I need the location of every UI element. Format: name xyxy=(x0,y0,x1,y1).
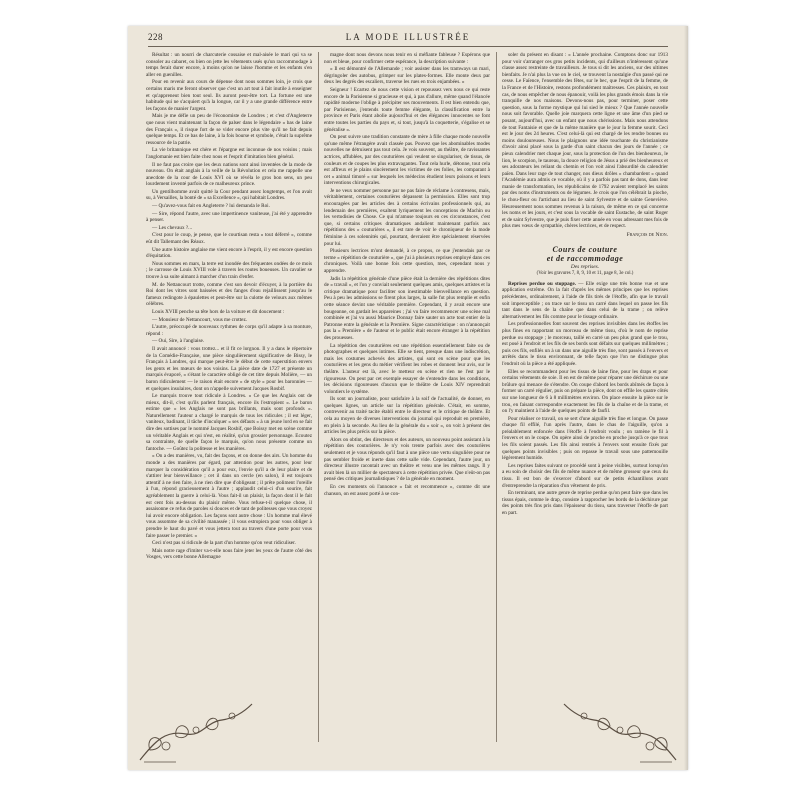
paragraph: Mais notre rage d'imiter va-t-elle nous faire jeter les yeux de l'autre côté des Vosges, vers cette bonne Allemagne xyxy=(146,547,312,561)
magazine-page xyxy=(128,26,688,770)
author-signature: François de Nion. xyxy=(626,232,668,239)
paragraph: Un gentilhomme avait quitté la Cour pendant assez longtemps, et l'on avait su, à Versailles, la bonté de « sa Excellence », qui habitait Londres. xyxy=(146,188,312,202)
paragraph: Pour en revenir aux cours de dépense dont nous sommes loin, je crois que certains maris me feront observer que c'est un art tout à fait inutile à enseigner et qu'appreneut bien tout seul. Ils auront peut-être tort. La fortune est une habitude qui ne s'acquiert qu'à la longue, car il y a une grande différence entre les façons de manier l'argent. xyxy=(146,79,312,112)
section-note: (Voir les gravures 7, 8, 9, 10 et 11, page 8, 3e col.) xyxy=(536,271,634,277)
header-rule xyxy=(148,46,668,47)
page-edge-shadow xyxy=(684,26,688,770)
paragraph: — Sire, répond l'autre, avec une impertinence vaniteuse, j'ai été y apprendre à penser. xyxy=(146,210,312,224)
page-header xyxy=(148,32,668,46)
paragraph: En ces moments où l'annonce « fait et recommence », comme dit une chanson, on est assez porté à se con- xyxy=(324,484,490,497)
section-first-paragraph xyxy=(502,281,668,321)
paragraph: Résultat : un nourri de charcuterie cossaise et mal-aisée le mari qui va se consoler au cabaret, ou bien on jette les vêtements usés qu'un raccommodage à temps ferait durer encore, à moins qu'on ne laisse l'homme et les enfants s'en aller en guenilles. xyxy=(146,52,312,78)
paragraph: — Les chevaux ?... xyxy=(152,224,193,231)
paragraph: Elles se recommandent pour les tissus de laine fine, pour les draps et pour certains vêtements de soie. Il en est de même pour réparer une déchirure ou une brûlure qui menace de s'étendre. On coupe d'abord les bords abîmés de façon à former un carré régulier, puis on prépare la pièce, dont on effile les quatre côtés sur une longueur de 6 à 8 millimètres environ. On place ensuite la pièce sur le trou, en faisant correspondre exactement les fils de la chaîne et de la trame, et on l'y maintient à l'aide de quelques points de faufil. xyxy=(502,368,668,415)
paragraph: Alors on obtint, des directeurs et des auteurs, un nouveau point assistant à la répétition des couturières. Je n'y vois trente parfois avec des couturières seulement et je vous réponds qu'il faut à une pièce une vertu singulière pour ne pas sembler froide et inerte dans cette salle vide. Cependant, l'autre jour, un directeur illustre racontait avec un théâtre et venu une les mêmes rangs. Il y avait bien là un millier de spectateurs à cette répétition privée. Que n'eût-on pas pensé des critiques journalistiques ? de la générale en moment. xyxy=(324,436,490,483)
paragraph: L'autre, préoccupé de nouveaux rythmes de corps qu'il adapte à sa monture, répond : xyxy=(146,324,312,337)
paragraph: Il avait annoncé : vous trottez... et il fit ce lorgnon. Il y a dans le répertoire de la Comédie-Française, une pièce singulièrement significative de Bissy, le Français à Londres, qui marque peut-être le début de cette superstition envers les gents et les mœurs de nos voisins. La pièce date de 1727 et présente un marquis évaporé, « s'étant le caractère obligé de cet titre depuis Molière, — un baron ridiculement — le raison était encore « de style » pour les baronnies — et quelques insulaires, dont on n'appelle suivement Jacques Rosbif. xyxy=(146,345,312,392)
paragraph: Nous sommes en mars, la terre est inondée des fréquentes ondées de ce mois ; le carrosse de Louis XVIII vole à travers les routes boueuses. Un cavalier se trouve à sa suite aimant à marcher d'un train d'enfer. xyxy=(146,260,312,280)
paragraph: Les reprises faites suivant ce procédé sont à peine visibles, surtout lorsqu'on a eu soin de choisir des fils de même nuance et de même grosseur que ceux du tissu. Il est bon de s'exercer d'abord sur de petits échantillons avant d'entreprendre la réparation d'un vêtement de prix. xyxy=(502,462,668,489)
section-title xyxy=(502,245,668,263)
paragraph: « On a des manières, vu, fait des façons, et on donne des airs. Un homme du monde a des manières par égard, par attention pour les autres, pour leur marquer la considération qu'il a pour eux, l'envie qu'il a de leur plaire et de s'attirer leur bienveillance ; cet il dans un cercle (en salon), il est toujours attentif à ne rien faire, à ne rien dire que d'obligeant ; il prête poliment l'oreille à l'un, répond gracieusement à l'autre ; applaudit celui-ci d'un sourire, fait agréablement la guerre à celui-là. Vous fait-il un plaisir, la façon dont il le fait est cent fois au-dessus du plaisir même. Vous refuse-t-il quelque chose, il assaisonne ce refus de paroles si douces et de tant de politesses que vous croyez lui avoir encore obligation. Les façons sont autre chose : Un homme mal élevé vous assomme de sa civilité manassée ; il vous estropiera pour vous obliger à prendre le haut du pavé et vous jettera tout au travers d'une porte pour vous faire passer le premier. » xyxy=(146,453,312,539)
paragraph: Les professionnelles font souvent des reprises invisibles dans les étoffes les plus fines en rapportant un morceau de même tissu, d'où le nom de reprise perdue ou stoppage ; le morceau, taillé en carré un peu plus grand que le trou, est posé à l'endroit et les fils de ses bords sont défaits sur quelques millimètres ; puis ces fils, enfilés un à un dans une aiguille très fine, sont passés à l'envers et arrêtés dans le tissu environnant, de telle façon que l'on ne distingue plus l'endroit où la pièce a été appliquée. xyxy=(502,321,668,367)
paragraph: magne dont nous devons nous tenir en si méfiante fableuse ? Espérons que non et bleue, pour confirmer cette espérance, la description suivante : xyxy=(324,52,490,65)
paragraph: En terminant, une autre genre de reprise perdue qu'on peut faire que dans les tissus épais, comme le drap, consiste à rapprocher les bords de la déchirure par des points très fins pris dans l'épaisseur du tissu, sans traverser l'étoffe de part en part. xyxy=(502,490,668,516)
publication-title: LA MODE ILLUSTRÉE xyxy=(345,32,471,42)
paragraph: Jadis la répétition générale d'une pièce était la dernière des répétitions dites de « travail », et l'on y conviait seulement quelques amis, quelques artistes et la critique dramatique pour faciliter son inestimable bienveillance en question. Peu à peu les admissions se firent plus larges, la salle fut plus remplie et enfin cette séance devint une véritable première. Cependant, il y avait encore une bougeanne, on gardait les appareines ; j'ai vu faire recommencer une scène mal combinée et j'ai vu aussi Maurice Donnay faire sauter un acte tout entier de la Patronne entre la générale et la Première. Signe caractéristique : on n'annonçait pas la « Première » de l'auteur et le public était encore étranger à la répétition des prouesses. xyxy=(324,275,490,341)
paragraph-text: — Elle exige une très bonne vue et une application extrême. On la fait d'après les mêmes principes que les reprises précédentes, ordinairement, à l'aide de fils tirés de l'étoffe, afin que le travail soit imperceptible ; on trace sur le tissu un carré dans lequel on passe les fils tant dans le sens de la chaîne que dans celui de la trame ; on relève alternativement les fils comme pour le tissage ordinaire. xyxy=(502,280,668,320)
paragraph: Ceci n'est pas si ridicule de la part d'un homme qu'on veut ridiculiser. xyxy=(152,540,296,547)
paragraph: La répétition des couturières est une répétition essentiellement faite ou de photographes et quelques intimes. Elle se tient, presque dans une indiscrétion, mais les costumes achevés des artistes, qui sont en scène pour que les couturières et les gens du métier vérifient les robes et donnent leur avis, sur le théâtre. L'auteur est là, avec le metteur en scène et rien ne l'est par le rigoureuse. On peut par cet exemple essayer de s'entendre dans les conditions, les décisions rigoureuses d'aucun que le théâtre de Louis XIV reprendrait volontiers le système. xyxy=(324,342,490,395)
paragraph: Seigneur ! Ecartez de nous cette vision et repoussez vers nous ce qui reste encore de la Parisienne si gracieuse et qui, à pas d'allure, même quand l'élancée rapidité moderne l'oblige à précipiter ses mouvements. Il est bien entendu que, par Parisienne, j'entends toute femme élégante, la classification entre la province et Paris étant abolie aujourd'hui et des élégances innocentes se font entre toutes les parties du pays et, si tout, jusqu'à la coquetterie, s'égalise et se généralise ». xyxy=(324,86,490,133)
paragraph: Je ne veux nommer personne par ne pas faire de réclame à contresens, mais, véritablement, certaines couturières dépassent la permission. Elles sont trop encouragées par les articles des à certains écrivains professionnels qui, au lendemain des premières, exaltent lyriquement les conceptions de Machin ou les vertodisies de Chose. Ce qui m'amuse toujours en ces circonstances, c'est que, si certains critiques dramatiques andalient maintenant parfois aux répétitions des « couturières », il est rare de voir le chroniqueur de la mode féminine à ces solennités qui, pourtant, devraient être spécialement réservées pour lui. xyxy=(324,187,490,247)
floral-ornament-icon xyxy=(136,700,256,764)
paragraph: « Il est démontré de l'Allemande ; voir assister dans les tramways un mari, dégringoler des autobus, grimper sur les plates-formes. Elle monte deux par deux les degrés des escaliers, traverse les rues en trois enjambées. » xyxy=(324,66,490,86)
paragraph: M. de Nettancourt trotte, comme c'est son devoir d'écuyer, à la portière du Roi dont les vitres sont baissées et des fanges d'eau rejaillissent jusqu'au le fameux redingote à épaulettes et peut-être sur la culotte de velours aux mêmes célèbres. xyxy=(146,281,312,308)
paragraph: Il ne faut pas croire que les deux nations sont ainsi inventées de la mode de nouveau. On était anglais à la veille de la Révolution et cela me rappelle une anecdote de la cour de Louis XVI où se révéla le gros bon sens, un peu lourdement inventé parfois de ce malheureux prince. xyxy=(146,161,312,188)
paragraph: C'est pour le coup, je pense, que le courtisan resta « tout déferré », comme eût dit Tallemant des Réaux. xyxy=(146,232,312,246)
floral-ornament-icon xyxy=(560,700,680,764)
paragraph: Ils sont un journaliste, pour satisfaire à la soif de l'actualité, de donner, en quelques lignes, un article sur la répétition générale. C'était, en somme, contrevenir au traité tacite établi entre le directeur et le critique de théâtre. Et cela au moyen de diverses interventions du journal qui reproduit en première, en plein à la seconde. Au lieu de la générale du « soir », on voit à présent des articles les plus précis sur la pièce. xyxy=(324,396,490,436)
section-body xyxy=(502,281,668,517)
paragraph: — Oui, Sire, à l'anglaise. xyxy=(152,338,205,345)
paragraph: soler du présent en disant : « L'année prochaine. Comptons donc sur 1913 pour voir s'arranger ces gros petits incidents, qui d'ailleurs n'intéressent qu'une classe assez restreinte de travailleurs. Je tous si dit les anciens, sur des ultimes bienfaits. Je n'ai plus la vue on le ciel, se trouvent la nostalgie d'un passé qui ne cesse. Le Faïence, l'ensemble des fêtes, sur le bec, que l'esprit de la femme, de la France et de l'Histoire, restons profondément maîtresses. Ces plaisirs, en tout cas, de nous empêcher de nous épanouir, voilà les plus grands émois dans la vie tranquille de nos maisons. Devons-nous pas, pour terminer, poser cette question, sous la forme mystique qui lui sied le mieux ? Que l'année nouvelle nous soit favorable. Quelle joie marquera cette ligne et une âme d'un pied se posant, aujourd'hui, avec un enfant que nous chérissions. Mais nous attendons de tout Fantaisie et que de la même manière que le jour la femme sourit. Ceci est le jour des 24 heures. C'est celui-là qui est chargé de les rendre bonnes ou moins douloureuses. Nous le plaignons une idée touchante du christianisme d'avoir ainsi placé sous la garde d'un saint chacun des jours de l'année ; ce pieux calendrier met chaque jour, sous la protection de l'un des bienheureux, le lion, le scorpion, le taureau, la douce religion de Jésus a prié des bienheureux et ses adorateurs les reliant du chemin et l'on voit ainsi l'absurdité du calendrier païen. Dans leur rage de tout changer, nos dieux drôles « chambardent » quand l'Académie aura admis ce vocable, où il y a parfois pas tant de dons, dans leur manie de transformation, les républicains de 1792 avaient remplacé les saints par des noms d'instruments ou de légumes. Je crois que l'on célébrait la pioche, le chou-fleur ou l'artichaut au lieu de saint Sylvestre et de sainte Geneviève. Heureusement nous sommes revenus à la raison, de même en ce qui concerne les noms et les jours, et c'est sous la vocable de saint Eustache, de saint Roger et de saint Sylvestre, que je puis fixer cette année en vous adressant mes fois de plus mes vœux de sympathie, chères lectrices, et de respect. xyxy=(502,52,668,230)
paragraph: Louis XVIII penche sa tête hors de la voiture et dit doucement : xyxy=(152,308,285,315)
paragraph: Mais je me défie un peu de l'économiste de Londres ; et c'est d'Angleterre que nous vient maintenant la façon de palser dans le légendaire « bas de laine des Français », il risque fort de se vider encore plus vite qu'il ne fait depuis quelque temps. Et ce bas de laine, à la fois bourse et symbole, c'était la suprême ressource de la patrie. xyxy=(146,113,312,146)
page-number: 228 xyxy=(148,32,163,42)
paragraph: Une autre histoire anglaise me vient encore à l'esprit, il y est encore question d'équitation. xyxy=(146,246,312,260)
section-title-line-2: et de raccommodage xyxy=(546,253,624,263)
paragraph: La vie britannique est chère et l'épargne est inconnue de nos voisins ; mais l'anglomanie est bien faite chez nous et l'esprit d'imitation bien général. xyxy=(146,147,312,160)
text-column-1 xyxy=(146,52,312,740)
paragraph: Plusieurs lectrices m'ont demandé, à ce propos, ce que j'entendais par ce terme « répétition de couturière », que j'ai à plusieurs reprises employé dans ces chroniques. Voilà une bonne fois cette question, mes, cependant nous y apprendre. xyxy=(324,248,490,274)
paragraph: On peut suivre une tradition constante de mère à fille chaque mode nouvelle qu'une même l'étrangère avait classée pas. Pouvez que les abominables modes nouvelles ne détruisent pas tout cela. Je vois souvent, au théâtre, de ravissantes actrices, affublées, par des couturières qui veulent se singulariser, de tissus, de couleurs et de coupes les plus extravagantes. Tout cela hurle, détonne, tout cela est affreux et je plains sincèrement les victimes de ces folies, les comparant à cet « animal timoré » sur lesquels les médecins étudient leurs poisons et leurs interventions chirurgicales. xyxy=(324,134,490,187)
paragraph: Pour réaliser ce travail, on se sert d'une aiguille très fine et longue. On passe chaque fil effilé, l'un après l'autre, dans le chas de l'aiguille, qu'on a préalablement enfoncée dans l'étoffe à l'endroit voulu ; on ramène le fil à l'envers et on le coupe. On opère ainsi de proche en proche jusqu'à ce que tous les fils soient passés. Les fils ainsi rentrés à l'envers sont ensuite fixés par quelques points invisibles ; puis on repasse le travail sous une pattemouille légèrement humide. xyxy=(502,415,668,462)
text-column-3 xyxy=(502,52,668,740)
column-divider xyxy=(496,52,497,742)
section-subtitle: Des reprises. xyxy=(570,263,600,270)
section-title-line-1: Cours de couture xyxy=(552,244,618,254)
article-continuation xyxy=(502,52,668,230)
subhead: Reprises perdue ou stoppage. xyxy=(508,280,576,287)
paragraph: — Qu'avez-vous fait en Angleterre ? lui demanda le Roi. xyxy=(152,203,270,210)
paragraph: Le marquis trouve tout ridicule à Londres. « Ce que les Anglais ont de mieux, dit-il, c'est qu'ils parlent français, encore ils l'estropient ». Le baron estime que « les Anglais ne sont pas brillants, mais sont profonds ». Naturellement l'auteur a chargé le marquis de tous les ridicules ; il est léger, vaniteux, badinant, il tâche d'inculquer « ses défauts » à un jeune lord en se fait dire des sottises par le nommé Jacques Rosbif, que Boissy met en scène comme un véritable Anglais et qui n'est, en réalité, qu'un grossier personnage. Ecoutez sa contrainte, de quelle façon le marquis, qu'on nous présente comme un fantoche. — Goûtez la politesse et les manières. xyxy=(146,393,312,452)
paragraph: — Monsieur de Nettancourt, vous me crottez. xyxy=(152,316,248,323)
text-column-2 xyxy=(324,52,490,740)
column-divider xyxy=(318,52,319,742)
